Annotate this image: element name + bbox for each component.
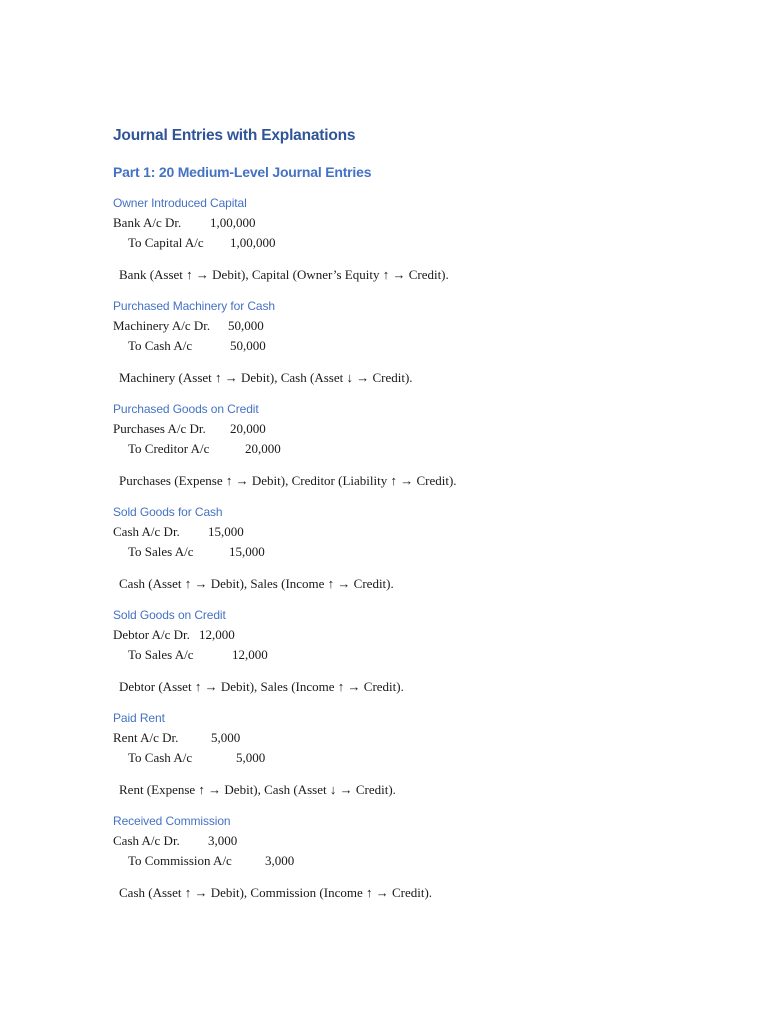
entry-explanation: Bank (Asset ↑ → Debit), Capital (Owner’s Equity ↑ → Credit). — [119, 267, 449, 282]
debit-amount: 1,00,000 — [210, 215, 256, 230]
entry-explanation: Cash (Asset ↑ → Debit), Commission (Income ↑ → Credit). — [119, 885, 433, 900]
debit-line — [113, 625, 673, 645]
debit-line — [113, 522, 673, 542]
entry-explanation: Purchases (Expense ↑ → Debit), Creditor (Liability ↑ → Credit). — [119, 473, 457, 488]
credit-account: To Creditor A/c — [128, 441, 210, 456]
credit-account: To Capital A/c — [128, 235, 204, 250]
entry-heading: Purchased Machinery for Cash — [113, 299, 275, 313]
entry-heading: Purchased Goods on Credit — [113, 402, 259, 416]
entry-heading: Owner Introduced Capital — [113, 196, 247, 210]
debit-account: Debtor A/c Dr. — [113, 627, 190, 642]
debit-amount: 50,000 — [228, 318, 264, 333]
entry-heading: Paid Rent — [113, 711, 165, 725]
credit-amount: 3,000 — [265, 853, 295, 868]
debit-amount: 12,000 — [199, 627, 235, 642]
debit-amount: 15,000 — [208, 524, 244, 539]
entry-heading: Sold Goods for Cash — [113, 505, 223, 519]
journal-entry — [113, 194, 673, 285]
credit-account: To Sales A/c — [128, 647, 194, 662]
credit-line — [113, 748, 673, 768]
entry-explanation: Cash (Asset ↑ → Debit), Sales (Income ↑ → Credit). — [119, 576, 394, 591]
debit-amount: 3,000 — [208, 833, 238, 848]
journal-entry — [113, 400, 673, 491]
part-title: Part 1: 20 Medium-Level Journal Entries — [113, 164, 372, 180]
credit-line — [113, 233, 673, 253]
debit-line — [113, 213, 673, 233]
journal-entries — [113, 194, 673, 903]
credit-account: To Cash A/c — [128, 750, 193, 765]
debit-amount: 5,000 — [211, 730, 241, 745]
debit-line — [113, 419, 673, 439]
entry-explanation: Machinery (Asset ↑ → Debit), Cash (Asset ↓ → Credit). — [119, 370, 413, 385]
journal-entry — [113, 709, 673, 800]
credit-amount: 1,00,000 — [230, 235, 276, 250]
debit-account: Bank A/c Dr. — [113, 215, 182, 230]
debit-line — [113, 316, 673, 336]
journal-entry — [113, 812, 673, 903]
debit-account: Machinery A/c Dr. — [113, 318, 211, 333]
credit-amount: 12,000 — [232, 647, 268, 662]
credit-amount: 50,000 — [230, 338, 266, 353]
debit-account: Cash A/c Dr. — [113, 524, 180, 539]
document-page — [113, 124, 673, 903]
debit-line — [113, 831, 673, 851]
credit-amount: 5,000 — [236, 750, 266, 765]
credit-line — [113, 439, 673, 459]
credit-account: To Commission A/c — [128, 853, 232, 868]
credit-amount: 15,000 — [229, 544, 265, 559]
journal-entry — [113, 503, 673, 594]
credit-line — [113, 851, 673, 871]
debit-amount: 20,000 — [230, 421, 266, 436]
debit-line — [113, 728, 673, 748]
credit-line — [113, 336, 673, 356]
journal-entry — [113, 297, 673, 388]
credit-account: To Sales A/c — [128, 544, 194, 559]
credit-line — [113, 645, 673, 665]
credit-line — [113, 542, 673, 562]
credit-amount: 20,000 — [245, 441, 281, 456]
credit-account: To Cash A/c — [128, 338, 193, 353]
entry-explanation: Rent (Expense ↑ → Debit), Cash (Asset ↓ → Credit). — [119, 782, 396, 797]
debit-account: Rent A/c Dr. — [113, 730, 179, 745]
debit-account: Purchases A/c Dr. — [113, 421, 206, 436]
journal-entry — [113, 606, 673, 697]
debit-account: Cash A/c Dr. — [113, 833, 180, 848]
entry-heading: Received Commission — [113, 814, 231, 828]
entry-explanation: Debtor (Asset ↑ → Debit), Sales (Income ↑ → Credit). — [119, 679, 404, 694]
entry-heading: Sold Goods on Credit — [113, 608, 226, 622]
document-title: Journal Entries with Explanations — [113, 127, 356, 144]
